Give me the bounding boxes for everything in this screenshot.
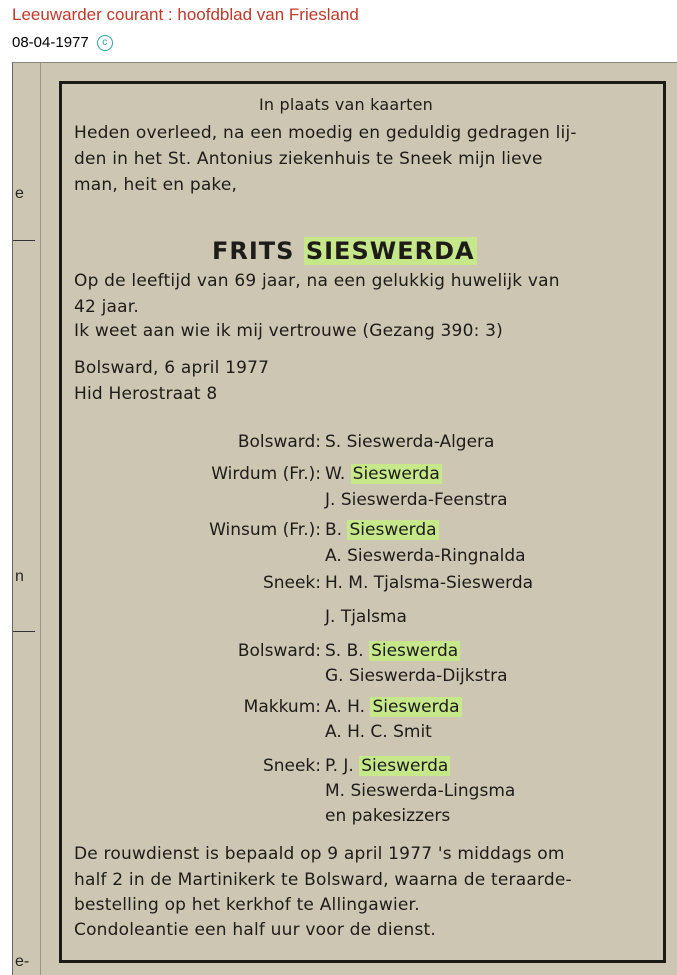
family-place: Sneek: [262, 573, 321, 593]
intro-line: den in het St. Antonius ziekenhuis te Sneek mijn lieve [74, 149, 543, 169]
highlighted-surname: Sieswerda [349, 520, 437, 540]
family-member [325, 432, 494, 452]
highlighted-surname: Sieswerda [371, 641, 459, 661]
family-member-text: en pakesizzers [325, 806, 451, 826]
date-row [12, 34, 113, 51]
family-member-text: J. Tjalsma [325, 607, 407, 627]
family-member [325, 806, 450, 826]
closing-line: bestelling op het kerkhof te Allingawier. [74, 895, 420, 915]
publication-date: 08-04-1977 [12, 34, 89, 51]
address: Hid Herostraat 8 [74, 384, 218, 404]
family-member-text: A. Sieswerda-Ringnalda [325, 546, 526, 566]
deceased-last-name: SIESWERDA [305, 237, 475, 265]
deceased-name [212, 237, 477, 265]
family-member [325, 520, 439, 540]
notice-heading: In plaats van kaarten [259, 95, 433, 114]
column-divider [40, 63, 41, 975]
family-member [325, 781, 515, 801]
intro-line: Heden overleed, na een moedig en geduldig gedragen lij- [74, 123, 577, 143]
newspaper-clipping [12, 62, 677, 975]
side-fragment: e [15, 185, 24, 202]
family-member-text: M. Sieswerda-Lingsma [325, 781, 516, 801]
copyright-icon[interactable]: c [97, 35, 113, 51]
family-member [325, 607, 407, 627]
age-line: 42 jaar. [74, 297, 140, 317]
family-member-text: W. [325, 464, 351, 484]
family-place: Bolsward: [237, 641, 321, 661]
closing-line: Condoleantie een half uur voor de dienst. [74, 920, 436, 940]
family-place: Bolsward: [237, 432, 321, 452]
family-member-text: J. Sieswerda-Feenstra [325, 490, 508, 510]
family-member-text: S. B. [325, 641, 370, 661]
family-member [325, 573, 533, 593]
deceased-first-name: FRITS [212, 237, 295, 265]
family-place: Makkum: [243, 697, 321, 717]
family-member-text: A. H. C. Smit [325, 722, 432, 742]
family-member [325, 641, 460, 661]
highlighted-surname: Sieswerda [372, 697, 460, 717]
obituary-content [62, 84, 663, 960]
family-member [325, 756, 450, 776]
side-rule [13, 631, 35, 632]
highlighted-surname: Sieswerda [352, 464, 440, 484]
highlighted-surname: Sieswerda [361, 756, 449, 776]
family-place: Winsum (Fr.): [209, 520, 321, 540]
side-fragment: e- [15, 953, 30, 970]
age-line: Op de leeftijd van 69 jaar, na een gelukkig huwelijk van [74, 271, 560, 291]
family-member-text: S. Sieswerda-Algera [325, 432, 495, 452]
verse-line: Ik weet aan wie ik mij vertrouwe (Gezang 390: 3) [74, 321, 503, 341]
side-fragment: n [15, 568, 24, 585]
family-member [325, 666, 508, 686]
family-member [325, 546, 526, 566]
place-date: Bolsward, 6 april 1977 [74, 358, 270, 378]
family-member-text: B. [325, 520, 348, 540]
family-member-text: H. M. Tjalsma-Sieswerda [325, 573, 534, 593]
family-member [325, 722, 432, 742]
family-place: Wirdum (Fr.): [211, 464, 321, 484]
obituary-box [59, 81, 666, 963]
source-title[interactable]: Leeuwarder courant : hoofdblad van Friesland [12, 5, 359, 24]
closing-line: half 2 in de Martinikerk te Bolsward, waarna de teraarde- [74, 870, 572, 890]
family-member [325, 464, 442, 484]
family-member-text: A. H. [325, 697, 371, 717]
side-rule [13, 240, 35, 241]
closing-line: De rouwdienst is bepaald op 9 april 1977 's middags om [74, 844, 565, 864]
family-member [325, 697, 462, 717]
family-member [325, 490, 508, 510]
family-member-text: G. Sieswerda-Dijkstra [325, 666, 508, 686]
intro-line: man, heit en pake, [74, 175, 238, 195]
family-place: Sneek: [262, 756, 321, 776]
family-member-text: P. J. [325, 756, 360, 776]
